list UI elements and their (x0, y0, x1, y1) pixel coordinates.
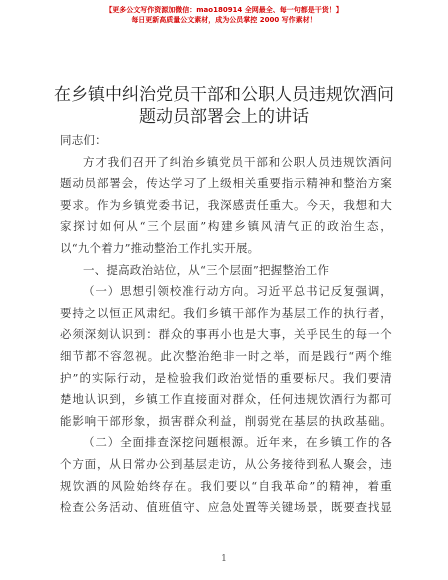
paragraph-line: 家探讨如何从“三个层面”构建乡镇风清气正的政治生态， (60, 219, 392, 234)
paragraph-line: 楚地认识到，乡镇工作直接面对群众，任何违规饮酒行为都可 (60, 392, 392, 407)
document-title (40, 84, 408, 128)
paragraph-line: 必须深刻认识到：群众的事再小也是大事，关乎民生的每一个 (60, 327, 392, 342)
promo-header-line-1: 【更多公文写作资源加微信：mao180914 全网最全、每一句都是干货！】 (105, 6, 343, 14)
paragraph-line: （一）思想引领校准行动方向。习近平总书记反复强调， (83, 284, 392, 299)
document-title-line-1: 在乡镇中纠治党员干部和公职人员违规饮酒问 (54, 85, 394, 105)
promo-header-line-2: 每日更新高质量公文素材，成为公员掌控 2000 写作素材！ (131, 16, 317, 24)
paragraph-line: 细节都不容忽视。此次整治绝非一时之举，而是践行“两个维 (60, 348, 392, 363)
section-heading: 一、提高政治站位，从“三个层面”把握整治工作 (83, 262, 330, 277)
paragraph-line: 个方面，从日常办公到基层走访，从公务接待到私人聚会，违 (60, 456, 392, 471)
paragraph-line: 能影响干部形象，损害群众利益，削弱党在基层的执政基础。 (60, 413, 392, 428)
page-number: 1 (221, 554, 227, 564)
paragraph-line: 以“九个着力”推动整治工作扎实开展。 (60, 240, 260, 255)
document-body (60, 130, 392, 519)
paragraph-line: 护”的实际行动，是检验我们政治觉悟的重要标尺。我们要清 (60, 370, 392, 385)
paragraph-line: 要求。作为乡镇党委书记，我深感责任重大。今天，我想和大 (60, 197, 392, 212)
paragraph-line: 规饮酒的风险始终存在。我们要以“自我革命”的精神，着重 (60, 478, 392, 493)
paragraph-line: 要持之以恒正风肃纪。我们乡镇干部作为基层工作的执行者， (60, 305, 392, 320)
paragraph-line: （二）全面排查深挖问题根源。近年来，在乡镇工作的各 (83, 435, 392, 450)
document-title-line-2: 题动员部署会上的讲话 (139, 107, 309, 127)
paragraph-line: 方才我们召开了纠治乡镇党员干部和公职人员违规饮酒问 (83, 154, 392, 169)
paragraph-line: 检查公务活动、值班值守、应急处置等关键场景，既要查找显 (60, 500, 392, 515)
promo-header-banner (0, 5, 448, 25)
greeting: 同志们： (60, 133, 107, 147)
paragraph-line: 题动员部署会，传达学习了上级相关重要指示精神和整治方案 (60, 176, 392, 191)
